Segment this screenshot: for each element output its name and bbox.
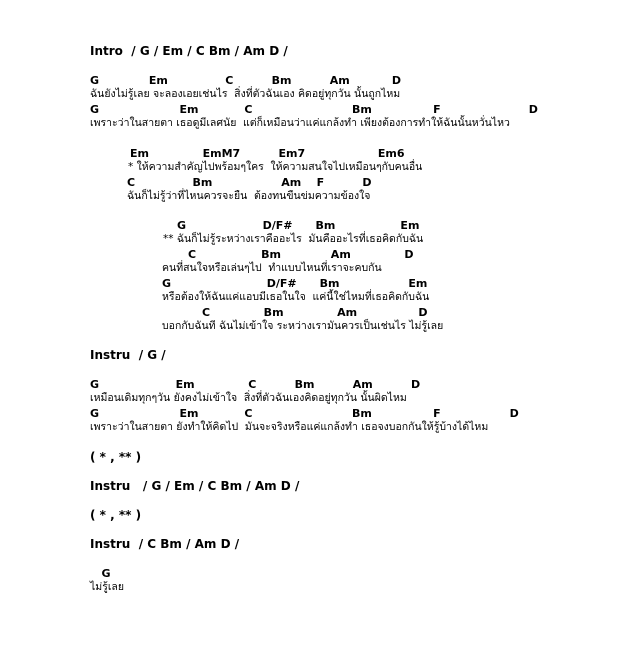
chorus2-chords-2: C Bm Am D: [188, 248, 414, 261]
chorus1-lyrics-1: * ให้ความสำคัญไปพร้อมๆใคร ให้ความสนใจไปเหมือนๆกับคนอื่น: [128, 161, 423, 173]
repeat-line-2: ( * , ** ): [90, 508, 142, 522]
verse1-lyrics-1: ฉันยังไม่รู้เลย จะลองเอยเช่นไร สิ่งที่ตัวฉันเอง คิดอยู่ทุกวัน นั้นถูกไหม: [90, 88, 401, 100]
verse2-lyrics-1: เหมือนเดิมทุกๆวัน ยังคงไม่เข้าใจ สิ่งที่ตัวฉันเองคิดอยู่ทุกวัน นั้นผิดไหม: [90, 392, 407, 404]
outro-chords: G: [90, 567, 111, 580]
instru-line-3: Instru / C Bm / Am D /: [90, 537, 240, 551]
chorus1-chords-1: Em EmM7 Em7 Em6: [130, 147, 405, 160]
chorus1-chords-2: C Bm Am F D: [127, 176, 372, 189]
chorus2-lyrics-3: หรือต้องให้ฉันแค่แอบมีเธอในใจ แค่นี้ใช่ไหมที่เธอคิดกับฉัน: [162, 291, 430, 303]
chorus2-lyrics-2: คนที่สนใจหรือเล่นๆไป ทำแบบไหนที่เราจะคบกัน: [162, 262, 382, 274]
verse1-chords-2: G Em C Bm F D: [90, 103, 538, 116]
repeat-line-1: ( * , ** ): [90, 450, 142, 464]
outro-lyrics: ไม่รู้เลย: [90, 581, 125, 593]
intro-line: Intro / G / Em / C Bm / Am D /: [90, 44, 288, 58]
chorus2-lyrics-1: ** ฉันก็ไม่รู้ระหว่างเราคืออะไร มันคืออะไรที่เธอคิดกับฉัน: [163, 233, 424, 245]
instru-line-2: Instru / G / Em / C Bm / Am D /: [90, 479, 300, 493]
chorus2-chords-4: C Bm Am D: [202, 306, 428, 319]
chorus2-chords-1: G D/F# Bm Em: [177, 219, 420, 232]
verse1-lyrics-2: เพราะว่าในสายตา เธอดูมีเลศนัย แต่ก็เหมือนว่าแค่แกล้งทำ เพียงต้องการทำให้ฉันนั้นหวั่นไหว: [90, 117, 510, 129]
chorus2-chords-3: G D/F# Bm Em: [162, 277, 428, 290]
instru-line-1: Instru / G /: [90, 348, 166, 362]
verse1-chords-1: G Em C Bm Am D: [90, 74, 401, 87]
chorus2-lyrics-4: บอกกับฉันที ฉันไม่เข้าใจ ระหว่างเรามันควรเป็นเช่นไร ไม่รู้เลย: [162, 320, 444, 332]
verse2-lyrics-2: เพราะว่าในสายตา ยังทำให้คิดไป มันจะจริงหรือแค่แกล้งทำ เธอจงบอกกันให้รู้บ้างได้ไหม: [90, 421, 489, 433]
verse2-chords-1: G Em C Bm Am D: [90, 378, 421, 391]
chorus1-lyrics-2: ฉันก็ไม่รู้ว่าที่ไหนควรจะยืน ต้องทนขืนข่มความข้องใจ: [127, 190, 371, 202]
verse2-chords-2: G Em C Bm F D: [90, 407, 519, 420]
